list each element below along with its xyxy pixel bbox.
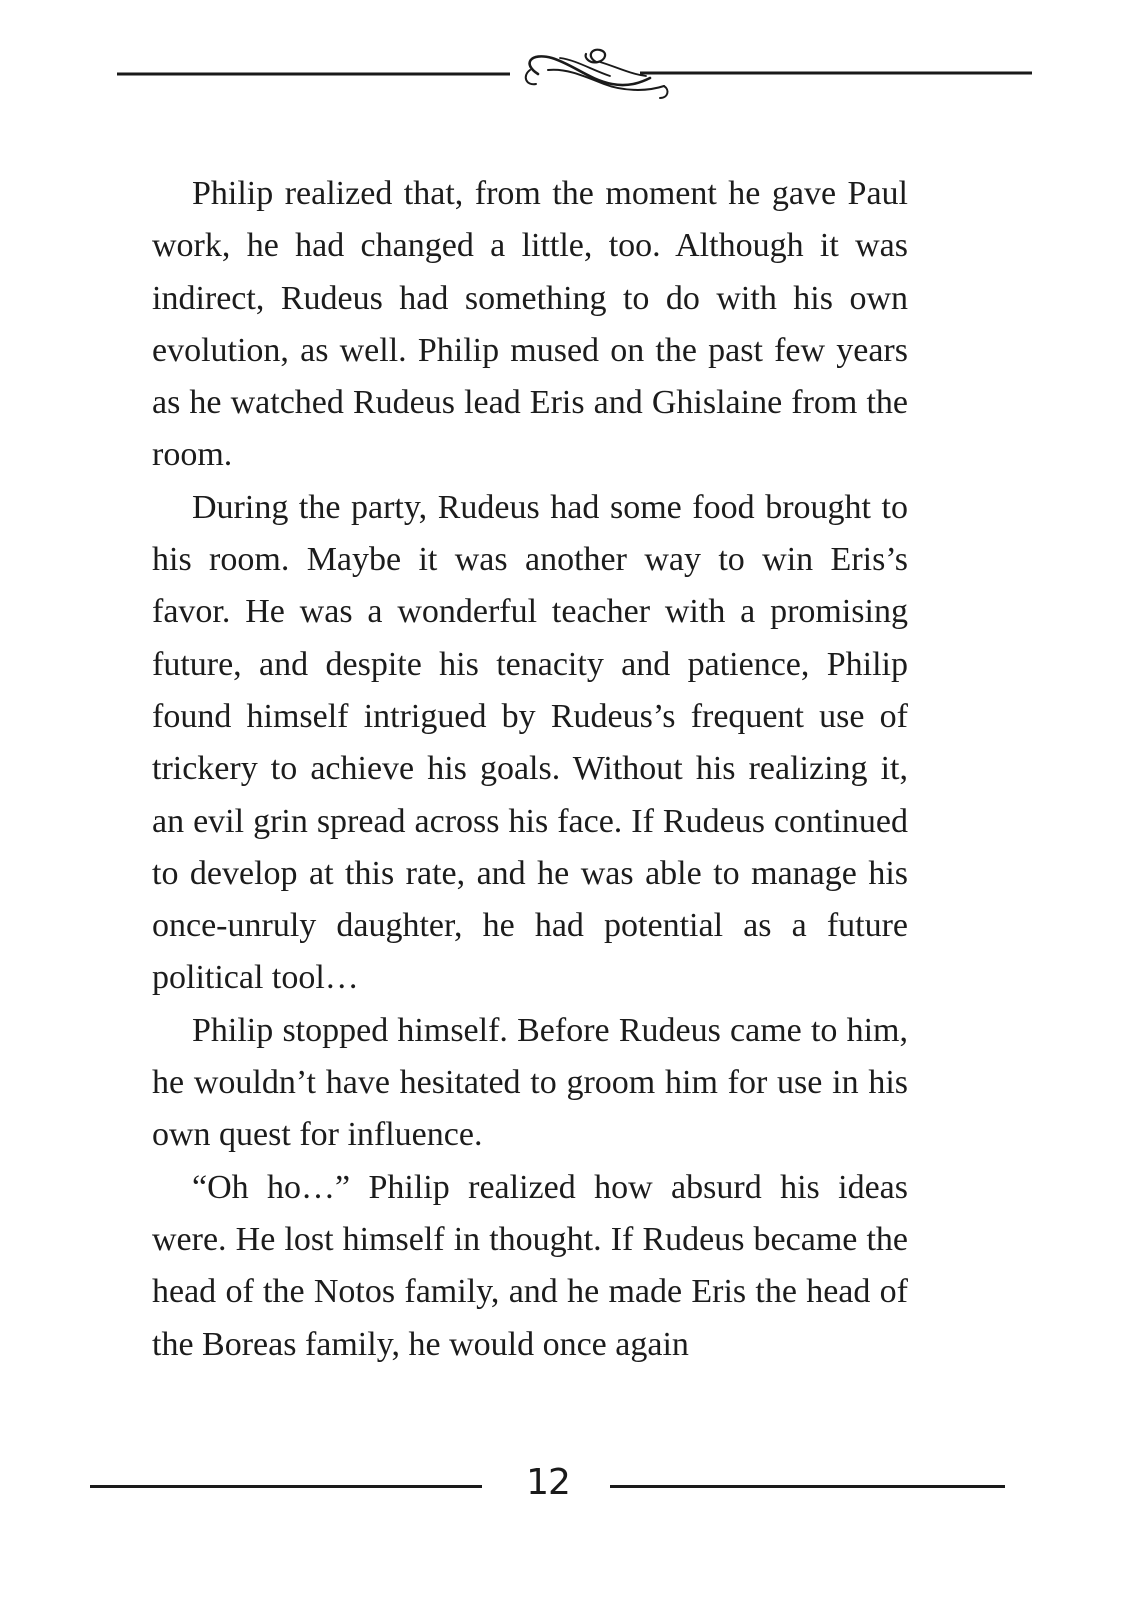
paragraph: During the party, Rudeus had some food brought to his room. Maybe it was another way to win Eris’s favor. He was a wonderful teacher with a promising future, and despite his tenacity and patience, Philip found himself intrigued by Rudeus’s frequent use of trickery to achieve his goals. Without his realizing it, an evil grin spread across his face. If Rudeus continued to develop at this rate, and he was able to manage his once-unruly daughter, he had potential as a future political tool… bbox=[152, 488, 908, 997]
page-number: 12 bbox=[526, 1462, 570, 1503]
footer-rule-left bbox=[90, 1485, 482, 1488]
paragraph: Philip stopped himself. Before Rudeus came to him, he wouldn’t have hesitated to groom him for use in his own quest for influence. bbox=[152, 1011, 908, 1154]
chapter-text bbox=[152, 168, 908, 1371]
header-ornament bbox=[0, 0, 1122, 140]
paragraph: Philip realized that, from the moment he gave Paul work, he had changed a little, too. Although it was indirect, Rudeus had something to do with his own evolution, as well. Philip mused on the past few years as he watched Rudeus lead Eris and Ghislaine from the room. bbox=[152, 175, 908, 474]
paragraph: “Oh ho…” Philip realized how absurd his ideas were. He lost himself in thought. If Rudeus became the head of the Notos family, and he made Eris the head of the Boreas family, he would once again bbox=[152, 1168, 908, 1363]
page-footer bbox=[0, 1452, 1122, 1522]
footer-rule-right bbox=[610, 1485, 1005, 1488]
flourish-icon bbox=[0, 0, 1122, 140]
